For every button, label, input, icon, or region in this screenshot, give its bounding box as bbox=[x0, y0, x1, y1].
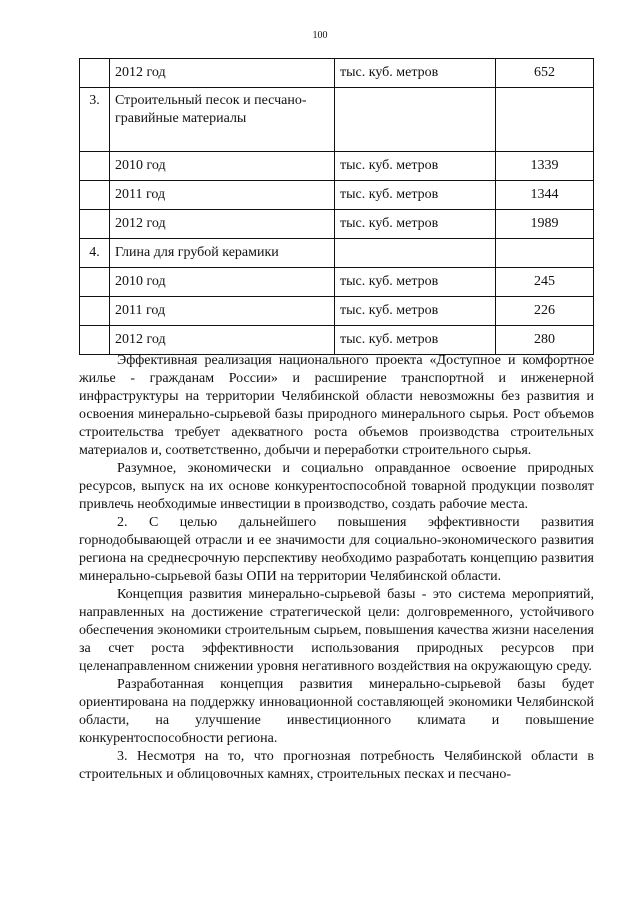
table-row bbox=[80, 297, 594, 326]
paragraph: Разработанная концепция развития минерально-сырьевой базы будет ориентирована на поддержку инновационной составляющей экономики Челябинской области, на улучшение инвестиционного климата и повышение конкурентоспособности региона. bbox=[79, 677, 594, 746]
table-row bbox=[80, 152, 594, 181]
row-name-cell: Глина для грубой керамики bbox=[110, 239, 335, 268]
row-number-cell bbox=[80, 326, 110, 355]
row-name-cell: 2012 год bbox=[110, 326, 335, 355]
table-row bbox=[80, 181, 594, 210]
row-name-cell: 2012 год bbox=[110, 210, 335, 239]
row-unit-cell: тыс. куб. метров bbox=[335, 326, 496, 355]
row-number-cell bbox=[80, 268, 110, 297]
table-row bbox=[80, 88, 594, 152]
row-value-cell bbox=[496, 88, 594, 152]
row-unit-cell bbox=[335, 239, 496, 268]
row-unit-cell: тыс. куб. метров bbox=[335, 297, 496, 326]
row-name-cell: 2011 год bbox=[110, 181, 335, 210]
table-row bbox=[80, 239, 594, 268]
data-table bbox=[79, 58, 594, 355]
row-value-cell bbox=[496, 239, 594, 268]
row-unit-cell: тыс. куб. метров bbox=[335, 152, 496, 181]
row-value-cell: 1989 bbox=[496, 210, 594, 239]
row-number-cell: 4. bbox=[80, 239, 110, 268]
table-row bbox=[80, 210, 594, 239]
page-number: 100 bbox=[312, 30, 328, 41]
row-name-cell: Строительный песок и песчано-гравийные материалы bbox=[110, 88, 335, 152]
row-name-cell: 2010 год bbox=[110, 268, 335, 297]
row-number-cell bbox=[80, 59, 110, 88]
row-unit-cell: тыс. куб. метров bbox=[335, 181, 496, 210]
paragraph: Разумное, экономически и социально оправданное освоение природных ресурсов, выпуск на их основе конкурентоспособной товарной продукции позволят привлечь необходимые инвестиции в производство, создать рабочие места. bbox=[79, 461, 594, 512]
row-value-cell: 1344 bbox=[496, 181, 594, 210]
paragraph: 3. Несмотря на то, что прогнозная потребность Челябинской области в строительных и облицовочных камнях, строительных песках и песчано- bbox=[79, 749, 594, 782]
row-name-cell: 2010 год bbox=[110, 152, 335, 181]
row-number-cell bbox=[80, 181, 110, 210]
row-number-cell bbox=[80, 152, 110, 181]
table-row bbox=[80, 326, 594, 355]
row-value-cell: 245 bbox=[496, 268, 594, 297]
row-value-cell: 1339 bbox=[496, 152, 594, 181]
row-value-cell: 652 bbox=[496, 59, 594, 88]
paragraph: Эффективная реализация национального проекта «Доступное и комфортное жилье - гражданам России» и расширение транспортной и инженерной инфраструктуры на территории Челябинской области невозможны без развития и освоения минерально-сырьевой базы природного минерального сырья. Рост объемов строительства требует адекватного роста объемов производства строительных материалов и, соответственно, добычи и переработки строительного сырья. bbox=[79, 353, 594, 458]
body-text bbox=[79, 352, 594, 784]
row-value-cell: 226 bbox=[496, 297, 594, 326]
paragraph: Концепция развития минерально-сырьевой базы - это система мероприятий, направленных на достижение стратегической цели: долговременного, устойчивого обеспечения экономики строительным сырьем, повышения качества жизни населения за счет роста эффективности использования природных ресурсов при целенаправленном снижении уровня негативного воздействия на окружающую среду. bbox=[79, 587, 594, 674]
row-name-cell: 2011 год bbox=[110, 297, 335, 326]
row-unit-cell bbox=[335, 88, 496, 152]
table-body bbox=[80, 59, 594, 355]
table-row bbox=[80, 268, 594, 297]
row-number-cell: 3. bbox=[80, 88, 110, 152]
row-unit-cell: тыс. куб. метров bbox=[335, 268, 496, 297]
table-row bbox=[80, 59, 594, 88]
paragraph: 2. С целью дальнейшего повышения эффективности развития горнодобывающей отрасли и ее значимости для социально-экономического развития региона на среднесрочную перспективу необходимо разработать концепцию развития минерально-сырьевой базы ОПИ на территории Челябинской области. bbox=[79, 515, 594, 584]
row-value-cell: 280 bbox=[496, 326, 594, 355]
row-number-cell bbox=[80, 210, 110, 239]
row-name-cell: 2012 год bbox=[110, 59, 335, 88]
row-number-cell bbox=[80, 297, 110, 326]
row-unit-cell: тыс. куб. метров bbox=[335, 210, 496, 239]
row-unit-cell: тыс. куб. метров bbox=[335, 59, 496, 88]
